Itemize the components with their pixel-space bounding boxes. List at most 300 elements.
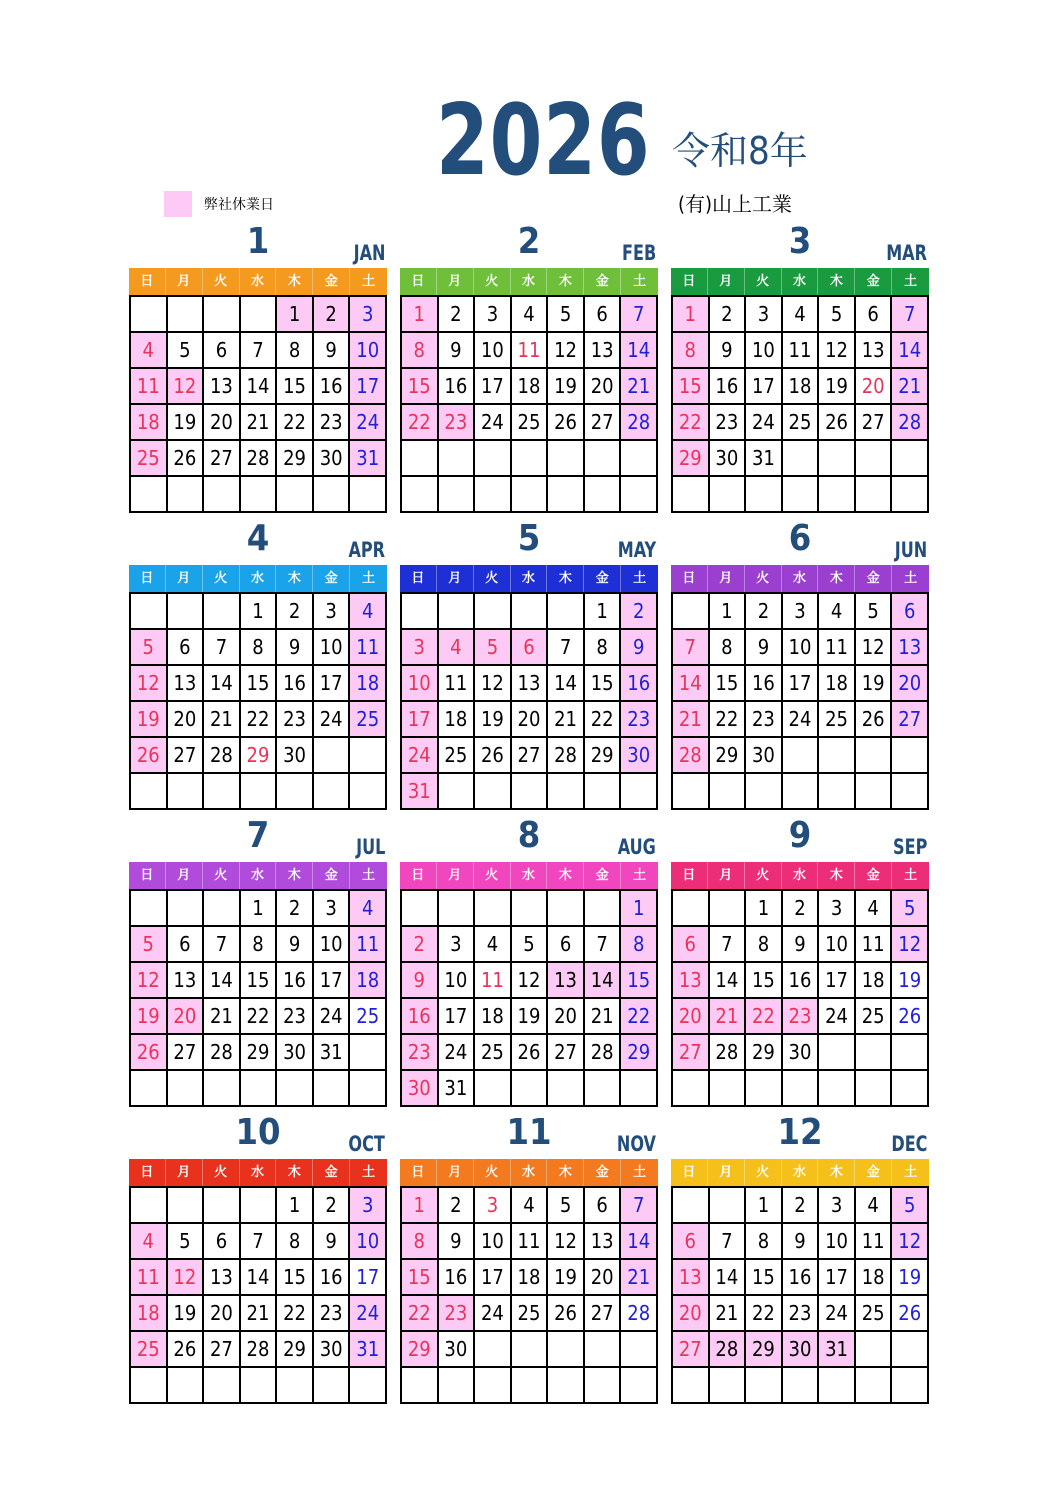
day-cell: 26 [892, 1296, 929, 1332]
day-cell: 7 [621, 297, 658, 333]
day-cell: 26 [475, 738, 512, 774]
empty-cell [241, 1071, 278, 1107]
month-header [671, 518, 929, 565]
day-cell: 2 [439, 297, 476, 333]
day-cell: 15 [673, 369, 710, 405]
day-cell: 1 [673, 297, 710, 333]
day-cell: 14 [241, 369, 278, 405]
day-cell: 10 [402, 666, 439, 702]
empty-cell [710, 1368, 747, 1404]
weekday-label: 日 [400, 862, 437, 889]
day-cell: 9 [621, 630, 658, 666]
day-cell: 4 [350, 891, 387, 927]
empty-cell [131, 477, 168, 513]
day-grid [671, 295, 929, 513]
day-cell: 6 [673, 927, 710, 963]
day-cell: 17 [402, 702, 439, 738]
empty-cell [585, 1368, 622, 1404]
empty-cell [673, 1188, 710, 1224]
day-cell: 23 [439, 1296, 476, 1332]
year-title: 2026 [436, 84, 651, 198]
empty-cell [585, 774, 622, 810]
day-cell: 19 [856, 666, 893, 702]
empty-cell [746, 1071, 783, 1107]
empty-cell [475, 891, 512, 927]
day-cell: 9 [710, 333, 747, 369]
weekday-label: 水 [782, 862, 819, 889]
empty-cell [475, 594, 512, 630]
day-cell: 2 [746, 594, 783, 630]
day-cell: 30 [783, 1035, 820, 1071]
day-cell: 8 [746, 927, 783, 963]
empty-cell [241, 477, 278, 513]
day-cell: 31 [746, 441, 783, 477]
weekday-header [400, 268, 658, 295]
weekday-label: 水 [240, 862, 277, 889]
day-cell: 20 [585, 369, 622, 405]
day-grid [671, 592, 929, 810]
day-cell: 19 [548, 1260, 585, 1296]
day-cell: 4 [131, 1224, 168, 1260]
day-cell: 29 [746, 1332, 783, 1368]
day-cell: 4 [819, 594, 856, 630]
day-cell: 14 [710, 963, 747, 999]
weekday-label: 月 [437, 1159, 474, 1186]
day-cell: 18 [856, 963, 893, 999]
empty-cell [856, 1035, 893, 1071]
weekday-label: 火 [745, 565, 782, 592]
weekday-label: 木 [276, 565, 313, 592]
empty-cell [204, 774, 241, 810]
day-cell: 1 [277, 297, 314, 333]
empty-cell [241, 297, 278, 333]
day-cell: 15 [402, 369, 439, 405]
month-number: 3 [788, 221, 812, 262]
month-mar [671, 221, 929, 513]
empty-cell [710, 774, 747, 810]
day-cell: 15 [241, 963, 278, 999]
day-cell: 4 [350, 594, 387, 630]
day-cell: 28 [673, 738, 710, 774]
day-cell: 30 [621, 738, 658, 774]
day-cell: 3 [475, 1188, 512, 1224]
weekday-label: 火 [474, 268, 511, 295]
weekday-label: 木 [276, 862, 313, 889]
weekday-label: 水 [511, 862, 548, 889]
day-cell: 28 [204, 738, 241, 774]
day-cell: 11 [131, 369, 168, 405]
day-cell: 25 [131, 1332, 168, 1368]
month-header [129, 518, 387, 565]
day-cell: 31 [350, 1332, 387, 1368]
weekday-label: 金 [313, 1159, 350, 1186]
day-cell: 23 [402, 1035, 439, 1071]
weekday-label: 日 [400, 1159, 437, 1186]
month-header [671, 815, 929, 862]
empty-cell [585, 477, 622, 513]
day-cell: 13 [168, 666, 205, 702]
empty-cell [131, 594, 168, 630]
empty-cell [710, 1071, 747, 1107]
empty-cell [439, 594, 476, 630]
day-grid [129, 592, 387, 810]
day-cell: 12 [548, 1224, 585, 1260]
day-cell: 23 [314, 1296, 351, 1332]
empty-cell [512, 1332, 549, 1368]
weekday-label: 土 [633, 1165, 647, 1180]
weekday-label: 金 [855, 1159, 892, 1186]
empty-cell [548, 1332, 585, 1368]
day-cell: 1 [241, 891, 278, 927]
day-cell: 30 [277, 738, 314, 774]
empty-cell [512, 477, 549, 513]
empty-cell [621, 1071, 658, 1107]
day-cell: 24 [350, 405, 387, 441]
empty-cell [402, 891, 439, 927]
empty-cell [475, 1368, 512, 1404]
month-jan [129, 221, 387, 513]
day-cell: 18 [819, 666, 856, 702]
day-cell: 28 [710, 1332, 747, 1368]
day-cell: 12 [892, 927, 929, 963]
empty-cell [131, 1188, 168, 1224]
day-cell: 1 [402, 1188, 439, 1224]
day-cell: 2 [710, 297, 747, 333]
month-name: APR [348, 538, 385, 562]
month-nov [400, 1112, 658, 1404]
month-number: 5 [517, 518, 541, 559]
day-cell: 7 [892, 297, 929, 333]
day-cell: 9 [783, 927, 820, 963]
empty-cell [548, 441, 585, 477]
day-cell: 17 [819, 963, 856, 999]
weekday-label: 日 [671, 565, 708, 592]
month-aug [400, 815, 658, 1107]
weekday-label: 火 [474, 1159, 511, 1186]
empty-cell [783, 738, 820, 774]
day-cell: 12 [475, 666, 512, 702]
empty-cell [819, 1035, 856, 1071]
month-feb [400, 221, 658, 513]
empty-cell [204, 1188, 241, 1224]
day-cell: 1 [746, 1188, 783, 1224]
weekday-label: 日 [129, 862, 166, 889]
day-cell: 26 [548, 405, 585, 441]
day-grid [671, 1186, 929, 1404]
day-cell: 1 [277, 1188, 314, 1224]
empty-cell [475, 441, 512, 477]
empty-cell [131, 891, 168, 927]
weekday-label: 水 [511, 1159, 548, 1186]
day-cell: 29 [277, 441, 314, 477]
day-cell: 16 [621, 666, 658, 702]
weekday-label: 土 [904, 868, 918, 883]
day-cell: 8 [241, 927, 278, 963]
weekday-label: 水 [782, 1159, 819, 1186]
day-cell: 10 [314, 927, 351, 963]
weekday-label: 火 [745, 1159, 782, 1186]
empty-cell [439, 774, 476, 810]
day-cell: 15 [277, 1260, 314, 1296]
day-cell: 9 [277, 630, 314, 666]
day-cell: 20 [168, 999, 205, 1035]
weekday-label: 土 [362, 868, 376, 883]
day-cell: 2 [277, 594, 314, 630]
empty-cell [819, 774, 856, 810]
day-cell: 10 [439, 963, 476, 999]
empty-cell [783, 1071, 820, 1107]
day-cell: 7 [621, 1188, 658, 1224]
month-number: 2 [517, 221, 541, 262]
day-cell: 14 [621, 333, 658, 369]
day-cell: 1 [621, 891, 658, 927]
empty-cell [241, 1188, 278, 1224]
day-cell: 23 [439, 405, 476, 441]
weekday-label: 火 [745, 862, 782, 889]
day-cell: 27 [892, 702, 929, 738]
day-cell: 3 [439, 927, 476, 963]
day-cell: 12 [856, 630, 893, 666]
empty-cell [621, 1368, 658, 1404]
day-cell: 8 [746, 1224, 783, 1260]
day-cell: 27 [512, 738, 549, 774]
month-number: 10 [235, 1112, 281, 1153]
month-name: FEB [621, 241, 656, 265]
day-cell: 29 [746, 1035, 783, 1071]
day-cell: 20 [673, 999, 710, 1035]
day-cell: 12 [131, 666, 168, 702]
day-cell: 14 [621, 1224, 658, 1260]
day-cell: 24 [475, 405, 512, 441]
day-cell: 21 [621, 369, 658, 405]
day-cell: 26 [168, 1332, 205, 1368]
weekday-label: 土 [904, 1165, 918, 1180]
day-cell: 27 [204, 441, 241, 477]
day-cell: 16 [314, 369, 351, 405]
day-cell: 8 [710, 630, 747, 666]
day-cell: 23 [277, 702, 314, 738]
empty-cell [475, 1332, 512, 1368]
day-cell: 16 [277, 666, 314, 702]
day-cell: 15 [241, 666, 278, 702]
day-cell: 11 [856, 1224, 893, 1260]
day-cell: 16 [402, 999, 439, 1035]
weekday-label: 土 [633, 274, 647, 289]
weekday-label: 火 [745, 268, 782, 295]
day-cell: 6 [585, 1188, 622, 1224]
month-header [400, 518, 658, 565]
day-cell: 23 [277, 999, 314, 1035]
day-cell: 14 [548, 666, 585, 702]
day-cell: 9 [439, 1224, 476, 1260]
weekday-label: 木 [547, 268, 584, 295]
day-cell: 18 [856, 1260, 893, 1296]
day-cell: 12 [548, 333, 585, 369]
day-cell: 26 [131, 1035, 168, 1071]
day-cell: 15 [746, 1260, 783, 1296]
empty-cell [350, 774, 387, 810]
day-cell: 10 [746, 333, 783, 369]
day-grid [129, 1186, 387, 1404]
day-cell: 16 [783, 963, 820, 999]
weekday-label: 月 [708, 1159, 745, 1186]
empty-cell [402, 594, 439, 630]
day-cell: 8 [277, 333, 314, 369]
day-cell: 3 [475, 297, 512, 333]
day-cell: 20 [585, 1260, 622, 1296]
day-cell: 23 [746, 702, 783, 738]
day-cell: 1 [402, 297, 439, 333]
company-name: (有)山上工業 [678, 192, 793, 216]
empty-cell [168, 297, 205, 333]
day-cell: 5 [512, 927, 549, 963]
day-cell: 10 [783, 630, 820, 666]
empty-cell [673, 477, 710, 513]
empty-cell [475, 1071, 512, 1107]
day-cell: 5 [856, 594, 893, 630]
day-cell: 9 [439, 333, 476, 369]
day-cell: 15 [585, 666, 622, 702]
month-number: 8 [517, 815, 541, 856]
day-cell: 6 [856, 297, 893, 333]
day-cell: 1 [746, 891, 783, 927]
day-cell: 30 [439, 1332, 476, 1368]
weekday-label: 日 [671, 862, 708, 889]
day-cell: 23 [621, 702, 658, 738]
day-cell: 3 [819, 1188, 856, 1224]
day-cell: 6 [168, 630, 205, 666]
month-number: 6 [788, 518, 812, 559]
day-cell: 30 [783, 1332, 820, 1368]
day-cell: 7 [241, 1224, 278, 1260]
day-cell: 17 [475, 1260, 512, 1296]
empty-cell [856, 738, 893, 774]
day-cell: 7 [673, 630, 710, 666]
day-cell: 5 [819, 297, 856, 333]
weekday-label: 月 [708, 268, 745, 295]
weekday-label: 火 [203, 268, 240, 295]
empty-cell [746, 477, 783, 513]
day-cell: 15 [402, 1260, 439, 1296]
empty-cell [819, 477, 856, 513]
empty-cell [204, 477, 241, 513]
day-cell: 19 [819, 369, 856, 405]
day-cell: 24 [819, 999, 856, 1035]
day-cell: 7 [204, 927, 241, 963]
day-cell: 11 [439, 666, 476, 702]
weekday-label: 木 [276, 1159, 313, 1186]
empty-cell [673, 1368, 710, 1404]
day-grid [400, 889, 658, 1107]
day-cell: 2 [314, 1188, 351, 1224]
empty-cell [819, 1368, 856, 1404]
day-cell: 18 [512, 369, 549, 405]
month-name: AUG [617, 835, 656, 859]
day-cell: 2 [402, 927, 439, 963]
weekday-label: 火 [474, 565, 511, 592]
weekday-label: 月 [708, 565, 745, 592]
day-cell: 27 [673, 1332, 710, 1368]
empty-cell [819, 738, 856, 774]
month-name: SEP [892, 835, 927, 859]
day-cell: 14 [710, 1260, 747, 1296]
day-grid [671, 889, 929, 1107]
day-cell: 15 [621, 963, 658, 999]
day-cell: 16 [783, 1260, 820, 1296]
month-number: 11 [506, 1112, 552, 1153]
day-cell: 25 [512, 1296, 549, 1332]
weekday-label: 土 [904, 274, 918, 289]
day-cell: 3 [350, 1188, 387, 1224]
day-cell: 13 [168, 963, 205, 999]
day-cell: 30 [710, 441, 747, 477]
day-cell: 16 [746, 666, 783, 702]
day-cell: 26 [819, 405, 856, 441]
empty-cell [783, 441, 820, 477]
empty-cell [585, 891, 622, 927]
day-cell: 17 [783, 666, 820, 702]
day-cell: 3 [314, 594, 351, 630]
empty-cell [439, 477, 476, 513]
day-cell: 5 [892, 1188, 929, 1224]
weekday-label: 日 [129, 565, 166, 592]
month-name: OCT [348, 1132, 385, 1156]
empty-cell [512, 594, 549, 630]
day-cell: 12 [892, 1224, 929, 1260]
day-cell: 25 [783, 405, 820, 441]
empty-cell [856, 774, 893, 810]
day-cell: 14 [204, 963, 241, 999]
weekday-label: 金 [313, 565, 350, 592]
weekday-label: 日 [129, 268, 166, 295]
empty-cell [204, 891, 241, 927]
day-cell: 12 [168, 369, 205, 405]
empty-cell [673, 1071, 710, 1107]
empty-cell [856, 1332, 893, 1368]
day-cell: 16 [439, 1260, 476, 1296]
day-cell: 7 [710, 1224, 747, 1260]
day-cell: 6 [168, 927, 205, 963]
day-grid [400, 1186, 658, 1404]
empty-cell [512, 1071, 549, 1107]
month-name: JUL [355, 835, 385, 859]
day-cell: 21 [673, 702, 710, 738]
day-cell: 3 [314, 891, 351, 927]
weekday-label: 水 [511, 268, 548, 295]
day-cell: 14 [241, 1260, 278, 1296]
empty-cell [204, 594, 241, 630]
day-cell: 22 [402, 405, 439, 441]
weekday-header [671, 268, 929, 295]
day-cell: 8 [585, 630, 622, 666]
weekday-label: 火 [203, 1159, 240, 1186]
day-cell: 26 [131, 738, 168, 774]
day-cell: 23 [783, 999, 820, 1035]
day-cell: 22 [710, 702, 747, 738]
day-cell: 18 [512, 1260, 549, 1296]
day-cell: 22 [746, 1296, 783, 1332]
weekday-label: 水 [782, 565, 819, 592]
empty-cell [746, 1368, 783, 1404]
day-cell: 22 [621, 999, 658, 1035]
month-header [400, 1112, 658, 1159]
day-cell: 22 [673, 405, 710, 441]
day-cell: 20 [204, 405, 241, 441]
empty-cell [856, 1071, 893, 1107]
empty-cell [892, 774, 929, 810]
weekday-label: 月 [437, 862, 474, 889]
empty-cell [314, 477, 351, 513]
